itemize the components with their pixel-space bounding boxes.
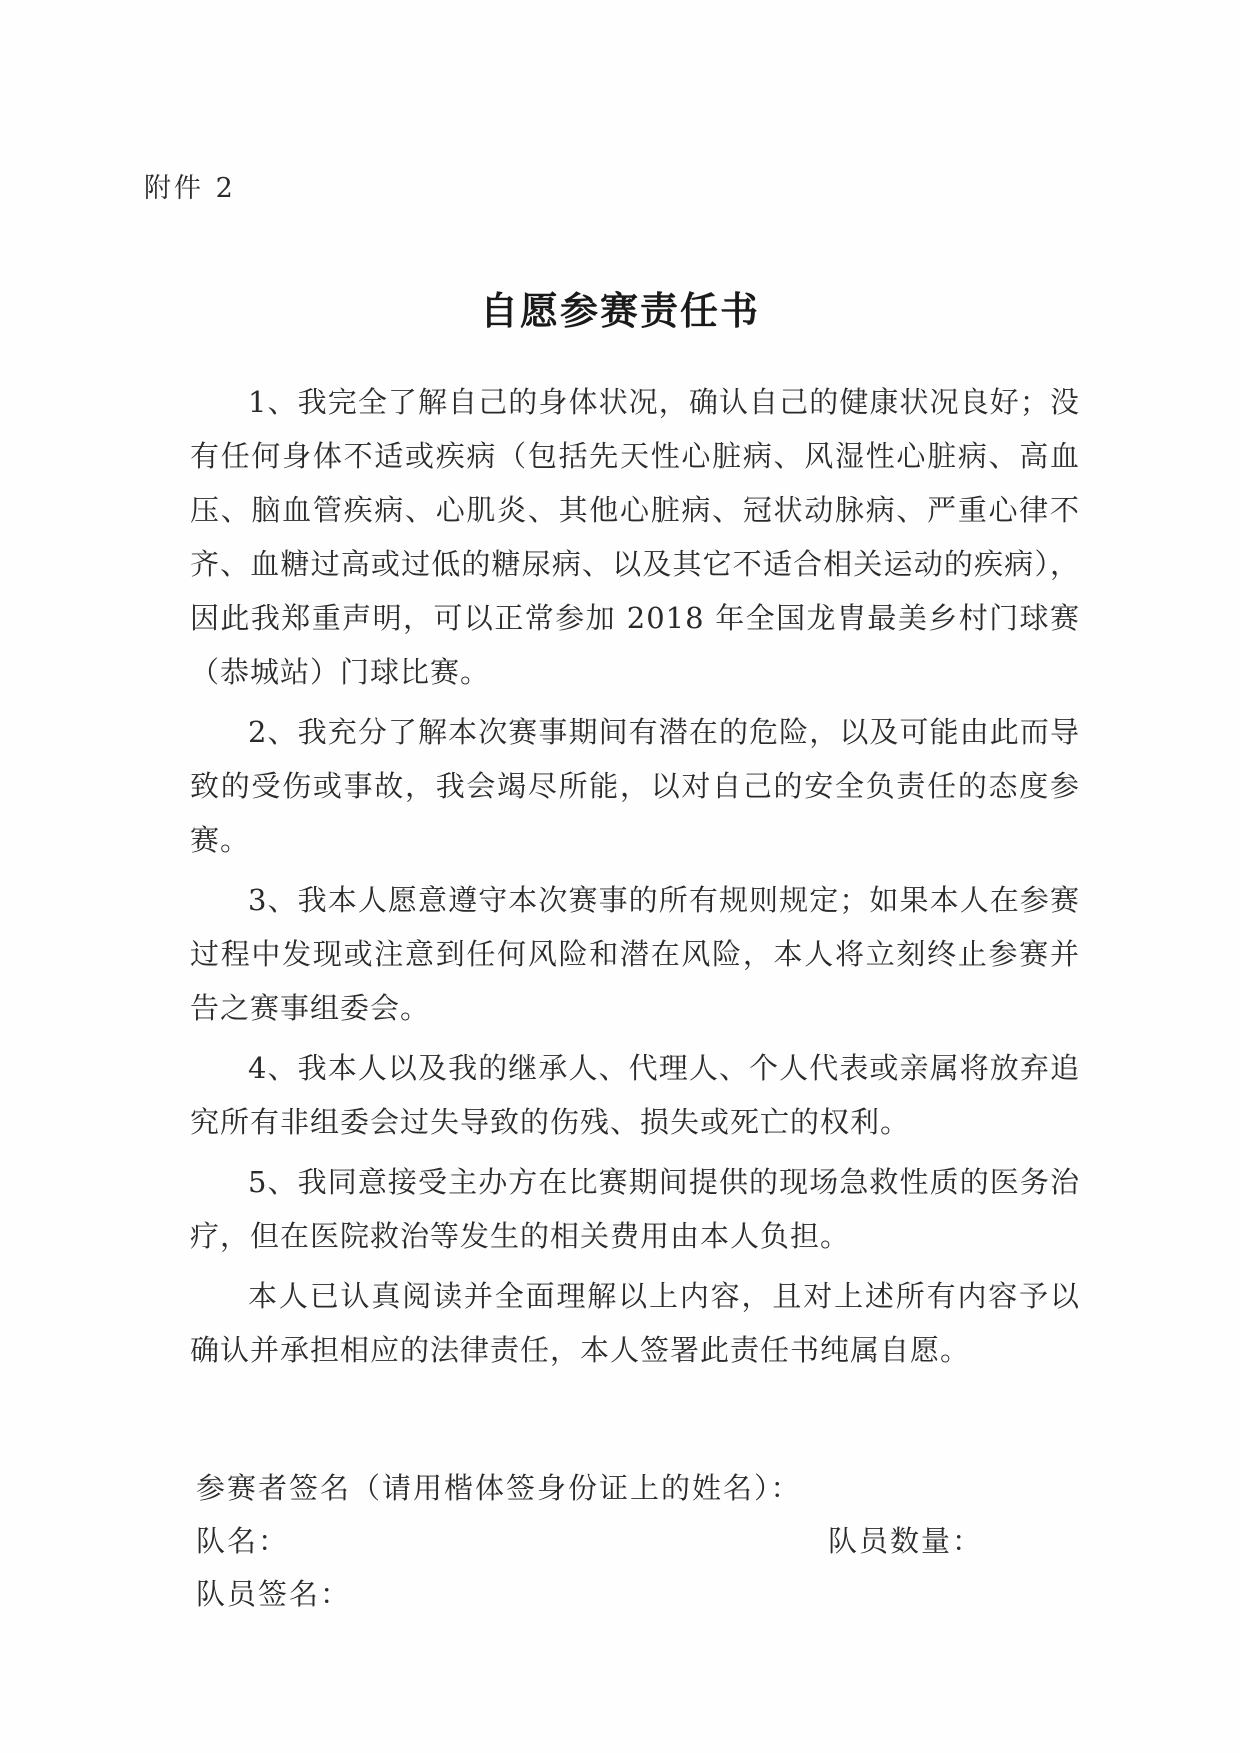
member-signature-label: 队员签名： [196, 1577, 352, 1611]
participant-signature-row [196, 1462, 1056, 1515]
confirmation-statement: 本人已认真阅读并全面理解以上内容，且对上述所有内容予以确认并承担相应的法律责任，本人签署此责任书纯属自愿。 [190, 1279, 1080, 1367]
clause-1: 1、我完全了解自己的身体状况，确认自己的健康状况良好；没有任何身体不适或疾病（包括先天性心脏病、风湿性心脏病、高血压、脑血管疾病、心肌炎、其他心脏病、冠状动脉病、严重心律不齐、血糖过高或过低的糖尿病、以及其它不适合相关运动的疾病），因此我郑重声明，可以正常参加 2018 年全国龙胄最美乡村门球赛（恭城站）门球比赛。 [190, 385, 1080, 689]
attachment-label: 附件 2 [144, 173, 236, 204]
team-count-label: 队员数量： [828, 1524, 984, 1558]
clause-3: 3、我本人愿意遵守本次赛事的所有规则规定；如果本人在参赛过程中发现或注意到任何风险和潜在风险，本人将立刻终止参赛并告之赛事组委会。 [190, 883, 1080, 1025]
clause-2: 2、我充分了解本次赛事期间有潜在的危险，以及可能由此而导致的受伤或事故，我会竭尽所能，以对自己的安全负责任的态度参赛。 [190, 715, 1080, 857]
team-name-label: 队名： [196, 1524, 290, 1558]
clause-4: 4、我本人以及我的继承人、代理人、个人代表或亲属将放弃追究所有非组委会过失导致的伤残、损失或死亡的权利。 [190, 1051, 1080, 1139]
clause-5: 5、我同意接受主办方在比赛期间提供的现场急救性质的医务治疗，但在医院救治等发生的相关费用由本人负担。 [190, 1165, 1080, 1253]
participant-signature-label: 参赛者签名（请用楷体签身份证上的姓名）： [196, 1471, 802, 1505]
member-signature-row [196, 1568, 1056, 1621]
document-title: 自愿参赛责任书 [479, 288, 760, 333]
team-row [196, 1515, 1056, 1568]
document-body [190, 375, 1080, 1383]
signature-section [196, 1462, 1056, 1621]
